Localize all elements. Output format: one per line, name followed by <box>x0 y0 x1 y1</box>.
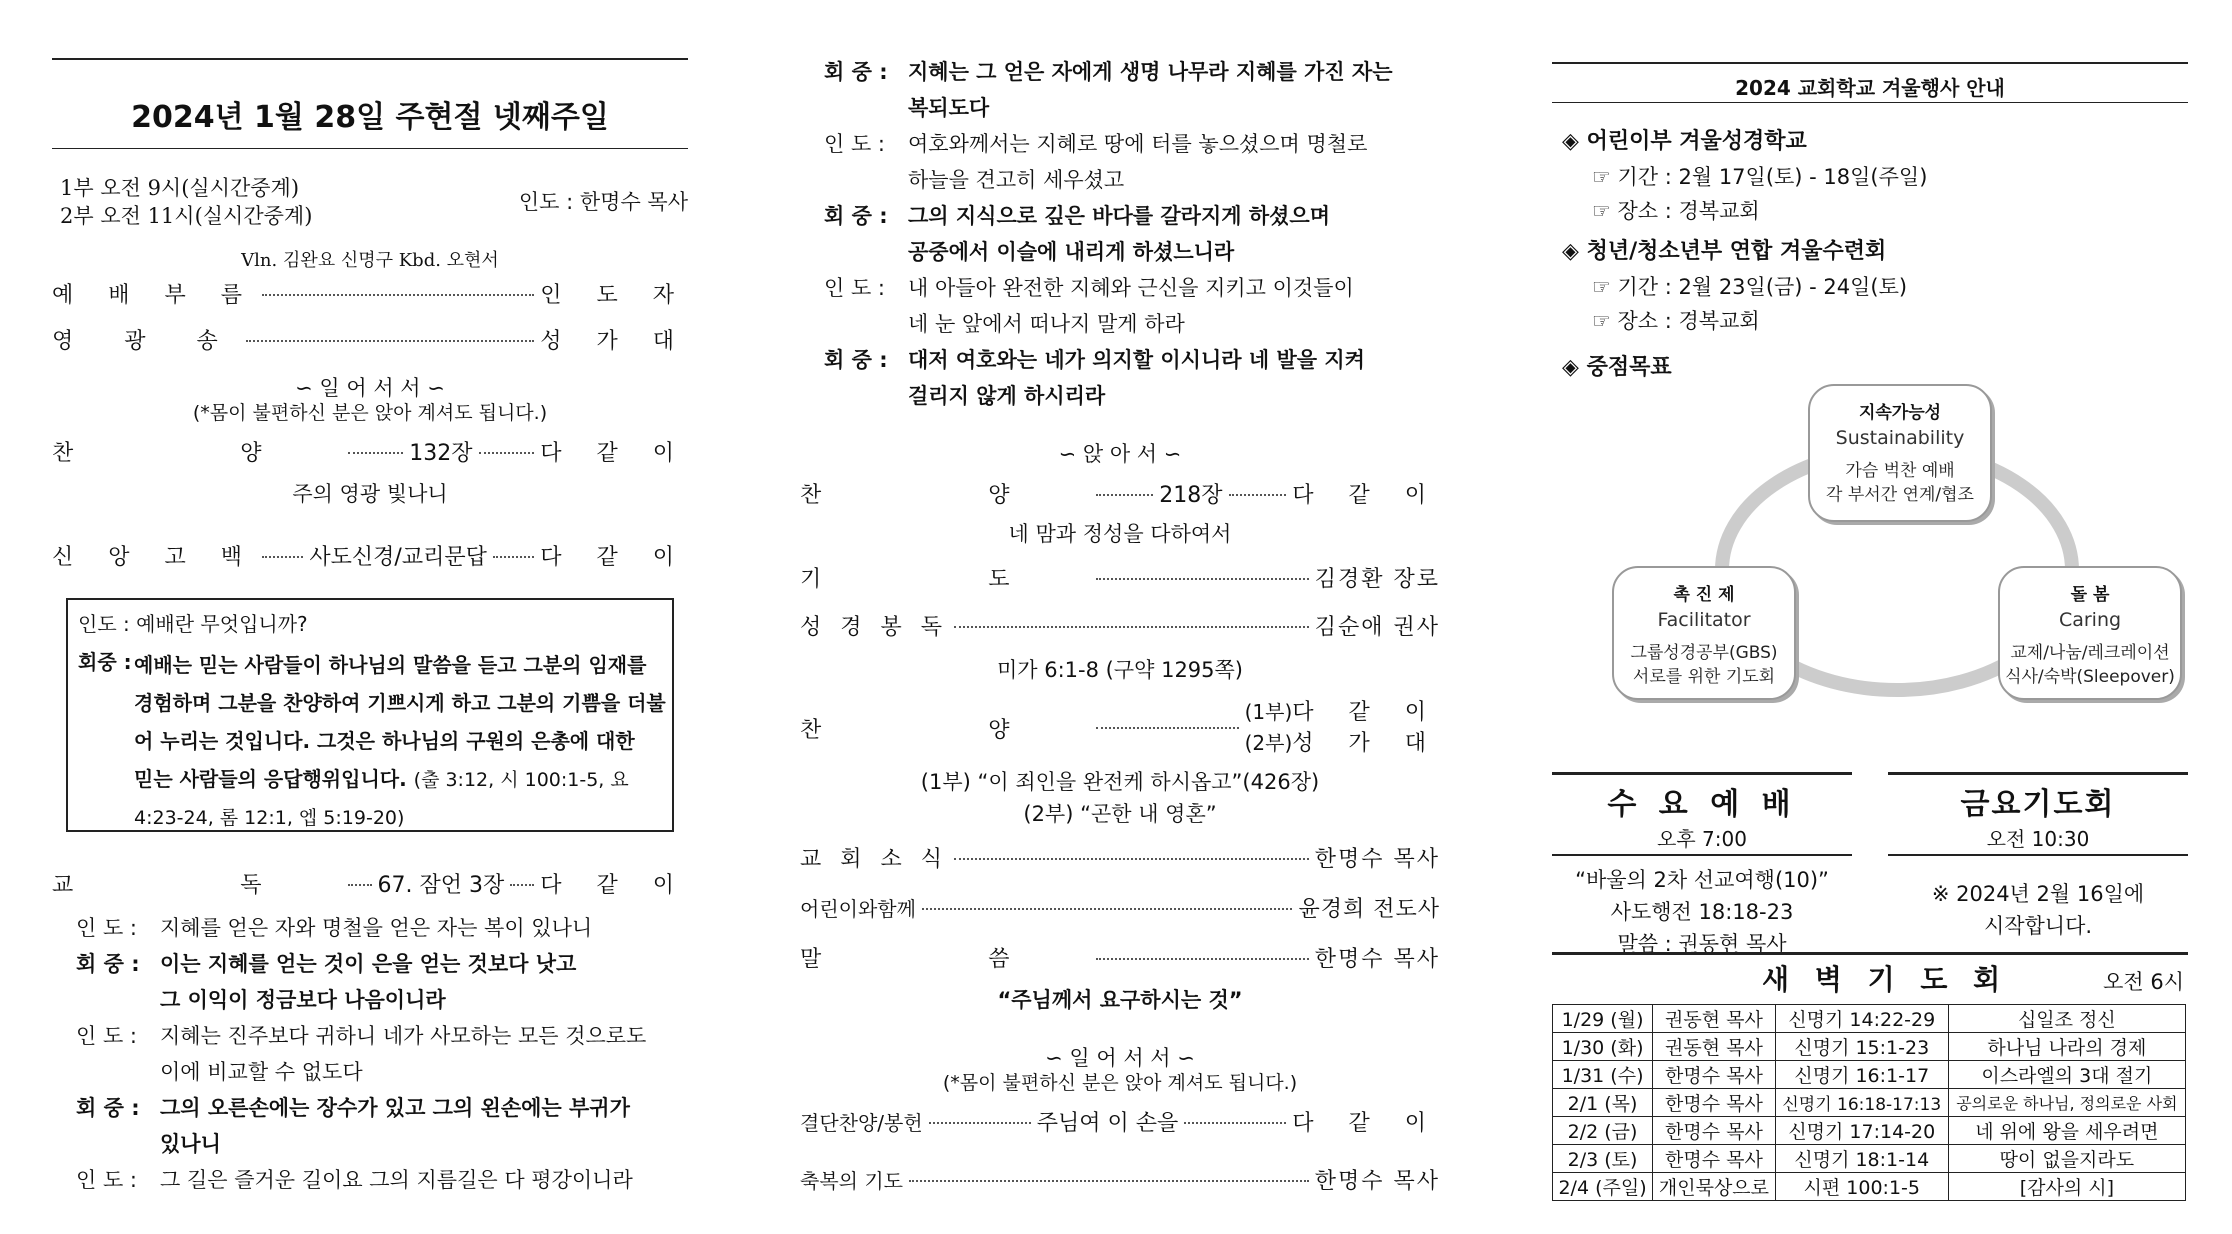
speaker-cell: 권동현 목사 <box>1653 1033 1776 1061</box>
catechism-answer-who: 회중 : <box>78 650 132 674</box>
event-children-camp: ◈ 어린이부 겨울성경학교 ☞ 기간 : 2월 17일(토) - 18일(주일) ☞ 장소 : 경복교회 <box>1562 129 1928 223</box>
reading-line: 인 도 : 지혜를 얻은 자와 명철을 얻은 자는 복이 있나니 <box>76 916 593 940</box>
reading-line: 네 눈 앞에서 떠나지 말게 하라 <box>908 312 1185 336</box>
scripture-reference: 미가 6:1-8 (구약 1295쪽) <box>996 658 1244 682</box>
column-order-of-worship-1 <box>52 0 688 1234</box>
table-row <box>1553 1061 2186 1089</box>
passage-cell: 신명기 16:18-17:13 <box>1775 1089 1948 1117</box>
column-announcements <box>1552 0 2188 1234</box>
responsive-reading-continued <box>824 54 1440 414</box>
order-creed: 신 앙 고 백 사도신경/교리문답 다 같 이 <box>52 545 688 570</box>
order-gloria: 영 광 송 성 가 대 <box>52 329 688 354</box>
reading-line: 회 중 : 그의 지식으로 깊은 바다를 갈라지게 하셨으며 <box>824 204 1330 228</box>
friday-details: ※ 2024년 2월 16일에 시작합니다. <box>1931 882 2145 938</box>
dawn-rule <box>1552 952 2188 955</box>
table-row <box>1553 1145 2186 1173</box>
service-time-2: 2부 오전 11시(실시간중계) <box>60 204 313 228</box>
date-cell: 2/3 (토) <box>1553 1145 1653 1173</box>
goal-facilitator: 촉 진 제 Facilitator 그룹성경공부(GBS) 서로를 위한 기도회 <box>1612 566 1796 700</box>
order-sermon: 말 씀 한명수 목사 <box>800 947 1440 972</box>
speaker-cell: 한명수 목사 <box>1653 1117 1776 1145</box>
passage-cell: 시편 100:1-5 <box>1775 1173 1948 1201</box>
table-row <box>1553 1173 2186 1201</box>
passage-cell: 신명기 17:14-20 <box>1775 1117 1948 1145</box>
date-cell: 1/31 (수) <box>1553 1061 1653 1089</box>
order-children: 어린이와함께 윤경희 전도사 <box>800 897 1440 922</box>
header-rule-top <box>1552 62 2188 64</box>
hymn-title-2: 네 맘과 정성을 다하여서 <box>1008 522 1232 546</box>
date-cell: 1/29 (월) <box>1553 1005 1653 1033</box>
bulletin-title: 2024년 1월 28일 주현절 넷째주일 <box>131 100 609 135</box>
friday-title: 금요기도회 <box>1960 787 2116 822</box>
reading-line: 그 이익이 정금보다 나음이니라 <box>160 988 446 1012</box>
catechism-box <box>66 598 674 832</box>
stand-note-2: (*몸이 불편하신 분은 앉아 계셔도 됩니다.) <box>942 1072 1298 1094</box>
column-order-of-worship-2 <box>800 0 1440 1234</box>
stand-instruction-2: ∽ 일 어 서 서 ∽ <box>1045 1046 1195 1070</box>
goal-caring: 돌 봄 Caring 교제/나눔/레크레이션 식사/숙박(Sleepover) <box>1998 566 2182 700</box>
reading-line: 회 중 : 이는 지혜를 얻는 것이 은을 얻는 것보다 낫고 <box>76 952 577 976</box>
reading-line: 회 중 : 지혜는 그 얻은 자에게 생명 나무라 지혜를 가진 자는 <box>824 60 1393 84</box>
order-call-to-worship: 예 배 부 름 인 도 자 <box>52 283 688 308</box>
table-row <box>1553 1033 2186 1061</box>
date-cell: 1/30 (화) <box>1553 1033 1653 1061</box>
theme-cell: 공의로운 하나님, 정의로운 사회 <box>1948 1089 2185 1117</box>
order-anthem: 찬 양 (1부)다 같 이 (2부)성 가 대 <box>800 700 1440 756</box>
reading-line: 공중에서 이슬에 내리게 하셨느니라 <box>908 240 1235 264</box>
passage-cell: 신명기 16:1-17 <box>1775 1061 1948 1089</box>
order-offering: 결단찬양/봉헌 주님여 이 손을 다 같 이 <box>800 1111 1441 1136</box>
reading-line: 회 중 : 그의 오른손에는 장수가 있고 그의 왼손에는 부귀가 <box>76 1096 630 1120</box>
order-benediction: 축복의 기도 한명수 목사 <box>800 1169 1440 1194</box>
reading-line: 인 도 : 지혜는 진주보다 귀하니 네가 사모하는 모든 것으로도 <box>76 1024 647 1048</box>
date-cell: 2/4 (주일) <box>1553 1173 1653 1201</box>
theme-cell: [감사의 시] <box>1948 1173 2185 1201</box>
header-rule-bottom <box>1552 102 2188 103</box>
musicians: Vln. 김완요 신명구 Kbd. 오현서 <box>241 250 499 271</box>
goal-sustainability: 지속가능성 Sustainability 가슴 벅찬 예배 각 부서간 연계/협조 <box>1808 384 1992 522</box>
friday-time: 오전 10:30 <box>1888 823 2188 856</box>
wednesday-details: “바울의 2차 선교여행(10)” 사도행전 18:18-23 말씀 : 권동현 목사 <box>1575 868 1829 956</box>
order-prayer: 기 도 김경환 장로 <box>800 567 1440 592</box>
speaker-cell: 권동현 목사 <box>1653 1005 1776 1033</box>
theme-cell: 땅이 없을지라도 <box>1948 1145 2185 1173</box>
reading-line: 인 도 : 그 길은 즐거운 길이요 그의 지름길은 다 평강이니라 <box>76 1168 633 1192</box>
theme-cell: 하나님 나라의 경제 <box>1948 1033 2185 1061</box>
passage-cell: 신명기 18:1-14 <box>1775 1145 1948 1173</box>
anthem-title-2: (2부) “곤한 내 영혼” <box>1023 802 1217 826</box>
table-row <box>1553 1117 2186 1145</box>
table-row <box>1553 1005 2186 1033</box>
goals-diagram <box>1612 380 2182 720</box>
reading-line: 인 도 : 내 아들아 완전한 지혜와 근신을 지키고 이것들이 <box>824 276 1354 300</box>
order-scripture: 성 경 봉 독 김순애 권사 <box>800 615 1440 640</box>
speaker-cell: 한명수 목사 <box>1653 1089 1776 1117</box>
wednesday-service <box>1552 772 1852 960</box>
worship-leader: 인도 : 한명수 목사 <box>518 190 688 214</box>
goals-title: ◈ 중점목표 <box>1562 355 1672 380</box>
theme-cell: 네 위에 왕을 세우려면 <box>1948 1117 2185 1145</box>
date-cell: 2/1 (목) <box>1553 1089 1653 1117</box>
stand-instruction: ∽ 일 어 서 서 ∽ <box>295 376 445 400</box>
speaker-cell: 개인묵상으로 <box>1653 1173 1776 1201</box>
reading-line: 인 도 : 여호와께서는 지혜로 땅에 터를 놓으셨으며 명철로 <box>824 132 1368 156</box>
dawn-prayer-time: 오전 6시 <box>2103 970 2184 994</box>
anthem-title-1: (1부) “이 죄인을 완전케 하시옵고”(426장) <box>920 770 1320 794</box>
top-rule <box>52 58 688 60</box>
reading-line: 하늘을 견고히 세우셨고 <box>908 168 1125 192</box>
sit-instruction: ∽ 앉 아 서 ∽ <box>1058 442 1182 466</box>
service-time-1: 1부 오전 9시(실시간중계) <box>60 176 300 200</box>
stand-note: (*몸이 불편하신 분은 앉아 계셔도 됩니다.) <box>192 402 548 424</box>
order-hymn: 찬 양 132장 다 같 이 <box>52 441 688 466</box>
passage-cell: 신명기 15:1-23 <box>1775 1033 1948 1061</box>
catechism-question: 인도 : 예배란 무엇입니까? <box>78 612 308 636</box>
order-announcements: 교 회 소 식 한명수 목사 <box>800 847 1440 872</box>
catechism-answer: 예배는 믿는 사람들이 하나님의 말씀을 듣고 그분의 임재를 경험하며 그분을 찬양하여 기쁘시게 하고 그분의 기쁨을 더불 어 누리는 것입니다. 그것은 하나님의 구원의 은총에 대한 믿는 사람들의 응답행위입니다. (출 3:12, 시 100:1-5, 요 4:23-24, 롬 12:1, 엡 5:19-20) <box>134 653 666 829</box>
order-responsive-reading: 교 독 67. 잠언 3장 다 같 이 <box>52 873 689 898</box>
dawn-prayer-title: 새 벽 기 도 회 <box>1762 963 2009 996</box>
reading-line: 이에 비교할 수 없도다 <box>160 1060 363 1084</box>
speaker-cell: 한명수 목사 <box>1653 1061 1776 1089</box>
winter-events-header: 2024 교회학교 겨울행사 안내 <box>1735 76 2005 100</box>
table-row <box>1553 1089 2186 1117</box>
title-rule <box>52 148 688 149</box>
reading-line: 걸리지 않게 하시리라 <box>908 384 1106 408</box>
passage-cell: 신명기 14:22-29 <box>1775 1005 1948 1033</box>
theme-cell: 십일조 정신 <box>1948 1005 2185 1033</box>
reading-line: 회 중 : 대저 여호와는 네가 의지할 이시니라 네 발을 지켜 <box>824 348 1365 372</box>
order-hymn-2: 찬 양 218장 다 같 이 <box>800 483 1440 508</box>
reading-line: 있나니 <box>160 1132 221 1156</box>
dawn-schedule-table <box>1552 1004 2186 1201</box>
theme-cell: 이스라엘의 3대 절기 <box>1948 1061 2185 1089</box>
friday-prayer <box>1888 772 2188 942</box>
sermon-title: “주님께서 요구하시는 것” <box>997 988 1243 1012</box>
date-cell: 2/2 (금) <box>1553 1117 1653 1145</box>
wednesday-time: 오후 7:00 <box>1552 823 1852 856</box>
event-youth-retreat: ◈ 청년/청소년부 연합 겨울수련회 ☞ 기간 : 2월 23일(금) - 24일(토) ☞ 장소 : 경복교회 <box>1562 239 1908 333</box>
speaker-cell: 한명수 목사 <box>1653 1145 1776 1173</box>
hymn-title: 주의 영광 빛나니 <box>292 482 448 506</box>
reading-line: 복되도다 <box>908 96 990 120</box>
responsive-reading-text <box>76 910 688 1198</box>
wednesday-title: 수 요 예 배 <box>1607 787 1797 822</box>
